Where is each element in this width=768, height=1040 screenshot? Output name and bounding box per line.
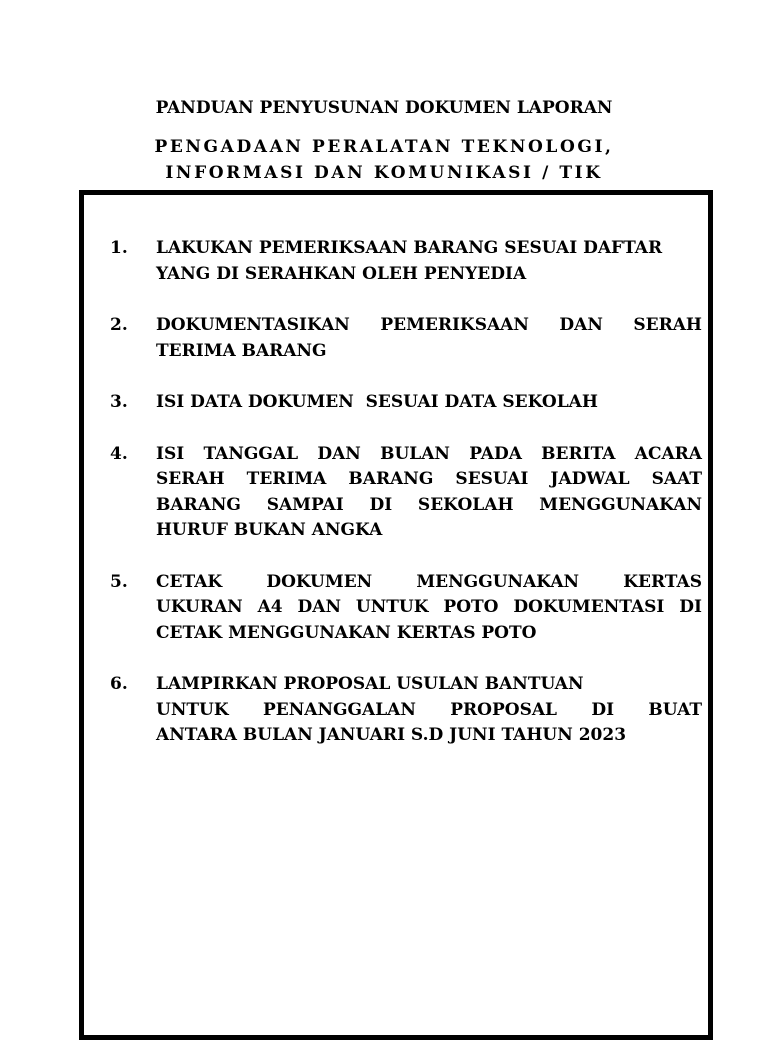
subtitle-line-1: PENGADAAN PERALATAN TEKNOLOGI, [154, 137, 614, 157]
list-item [110, 236, 702, 287]
item-text-line: YANG DI SERAHKAN OLEH PENYEDIA [156, 263, 527, 284]
item-text-line: DOKUMENTASIKAN PEMERIKSAAN DAN SERAH [156, 315, 702, 335]
item-number: 1. [110, 238, 128, 258]
item-text-line: BARANG SAMPAI DI SEKOLAH MENGGUNAKAN [156, 494, 702, 515]
instruction-list [110, 236, 702, 775]
item-text-line: UNTUK PENANGGALAN PROPOSAL DI BUAT [156, 699, 702, 720]
item-number: 6. [110, 674, 128, 694]
item-text-line: CETAK MENGGUNAKAN KERTAS POTO [156, 622, 537, 643]
subtitle-line-2: INFORMASI DAN KOMUNIKASI / TIK [165, 163, 603, 183]
item-text-line: HURUF BUKAN ANGKA [156, 520, 383, 540]
item-number: 2. [110, 315, 128, 335]
item-number: 5. [110, 571, 128, 592]
item-text-line: ISI TANGGAL DAN BULAN PADA BERITA ACARA [156, 443, 702, 464]
item-text-line: TERIMA BARANG [156, 340, 327, 361]
list-item [110, 390, 702, 416]
document-title: PANDUAN PENYUSUNAN DOKUMEN LAPORAN [155, 98, 613, 118]
list-item [110, 672, 702, 749]
item-text-line: CETAK DOKUMEN MENGGUNAKAN KERTAS [156, 571, 702, 592]
item-text-line: LAMPIRKAN PROPOSAL USULAN BANTUAN [156, 674, 584, 694]
list-item [110, 313, 702, 364]
list-item [110, 442, 702, 544]
list-item [110, 570, 702, 647]
item-number: 4. [110, 443, 128, 464]
item-text-line: ISI DATA DOKUMEN SESUAI DATA SEKOLAH [156, 392, 598, 412]
item-text-line: LAKUKAN PEMERIKSAAN BARANG SESUAI DAFTAR [156, 238, 663, 258]
item-number: 3. [110, 392, 128, 412]
item-text-line: ANTARA BULAN JANUARI S.D JUNI TAHUN 2023 [156, 725, 627, 745]
item-text-line: SERAH TERIMA BARANG SESUAI JADWAL SAAT [156, 469, 702, 489]
document-subtitle [0, 134, 768, 186]
item-text-line: UKURAN A4 DAN UNTUK POTO DOKUMENTASI DI [156, 597, 702, 617]
